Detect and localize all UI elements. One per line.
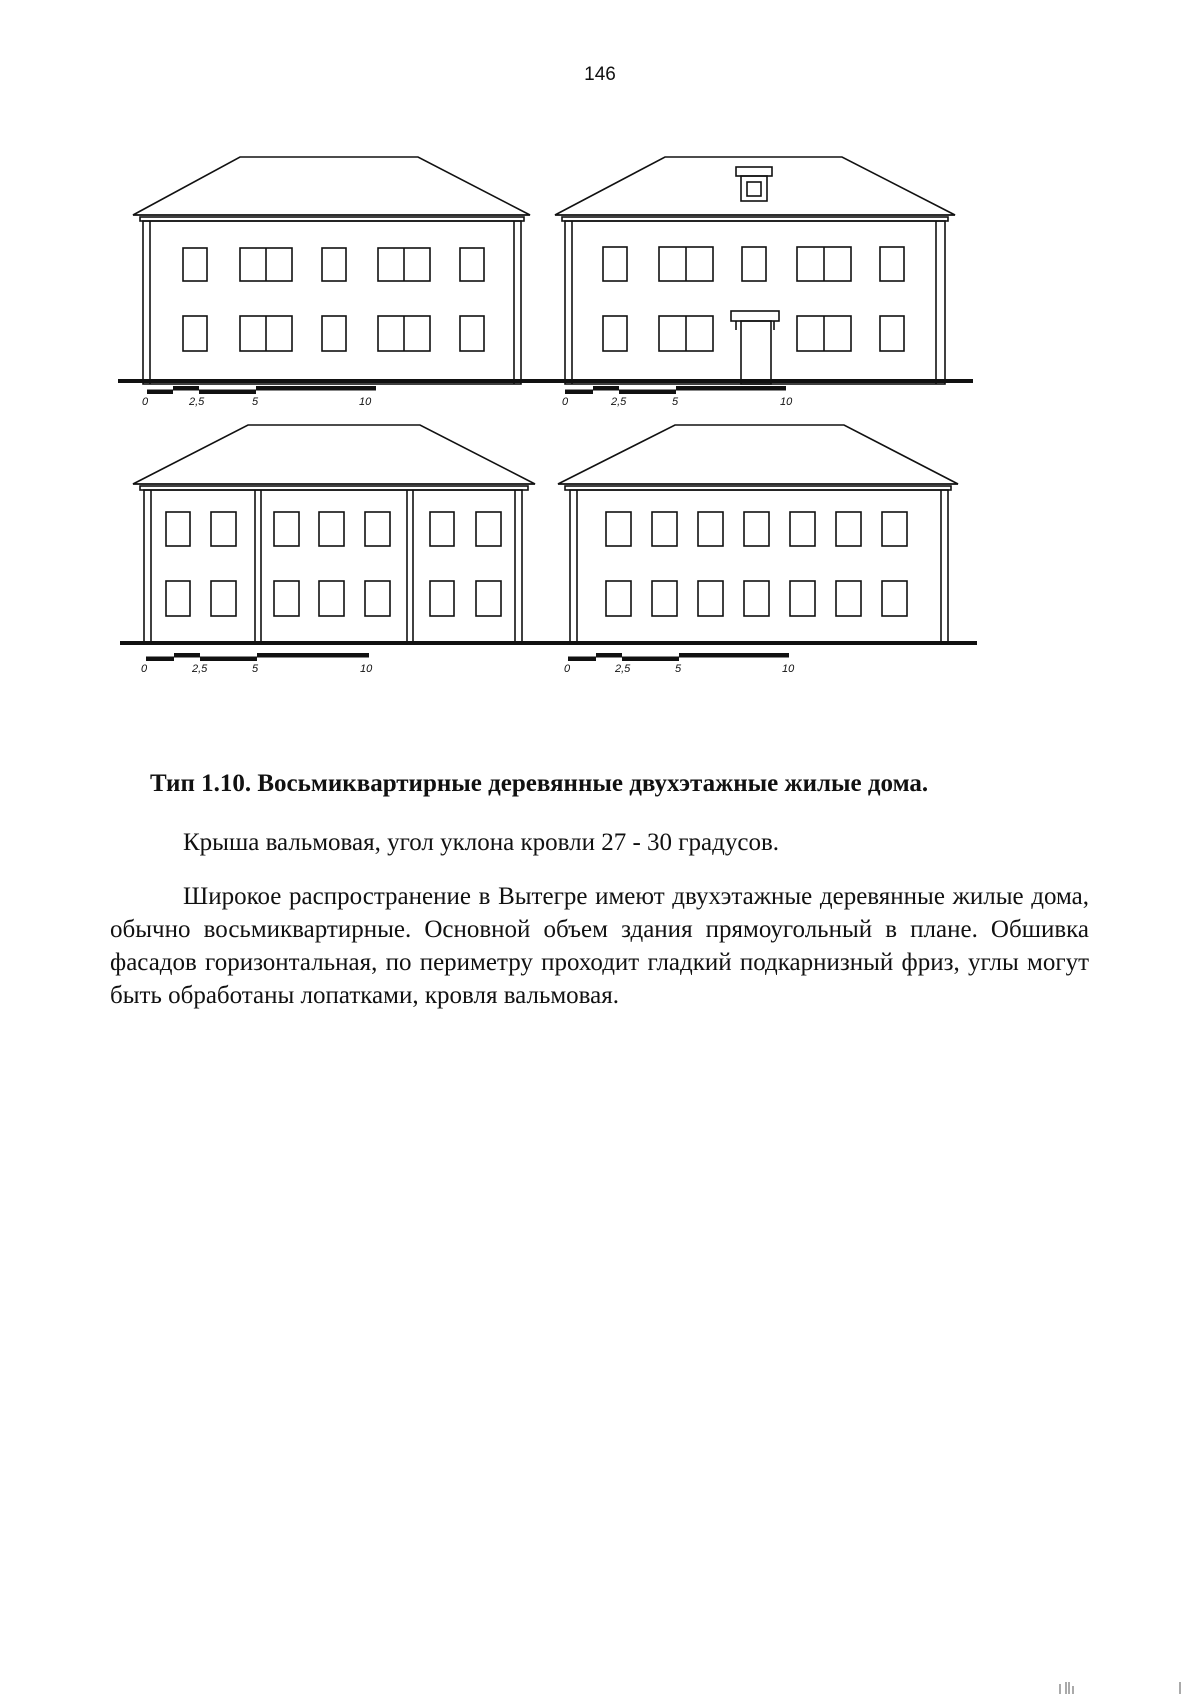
building-body — [570, 490, 948, 643]
scale-label: 0 — [564, 663, 571, 675]
windows-upper — [603, 247, 904, 281]
scale-label: 2,5 — [611, 396, 627, 408]
facade-drawings — [100, 150, 1080, 740]
scale-label: 5 — [252, 663, 259, 675]
facade-drawing-3 — [120, 425, 548, 661]
entrance-canopy — [731, 311, 779, 384]
scale-label: 10 — [359, 396, 372, 408]
scale-label: 2,5 — [189, 396, 205, 408]
scale-label: 0 — [142, 396, 149, 408]
scale-label: 0 — [562, 396, 569, 408]
scale-bar — [146, 653, 369, 661]
building-body — [143, 221, 521, 384]
scan-artifact — [1040, 1682, 1190, 1694]
scale-bar — [565, 386, 786, 394]
facade-drawing-1 — [118, 157, 550, 394]
dormer-window — [736, 167, 772, 201]
scale-label: 5 — [252, 396, 259, 408]
page-number: 146 — [584, 64, 616, 85]
figure-caption: Тип 1.10. Восьмиквартирные деревянные двухэтажные жилые дома. — [150, 770, 929, 797]
scale-label: 5 — [675, 663, 682, 675]
windows-lower — [606, 581, 907, 616]
scale-label: 10 — [782, 663, 795, 675]
windows-lower — [183, 316, 484, 351]
scale-label: 10 — [780, 396, 793, 408]
scale-label: 5 — [672, 396, 679, 408]
scale-label: 0 — [141, 663, 148, 675]
paragraph-roof: Крыша вальмовая, угол уклона кровли 27 - 30 градусов. — [183, 829, 780, 856]
facade-drawing-4 — [544, 425, 977, 661]
scale-label: 2,5 — [192, 663, 208, 675]
building-body — [565, 221, 945, 384]
paragraph-description: Широкое распространение в Вытегре имеют двухэтажные деревянные жилые дома, обычно восьмиквартирные. Основной объем здания прямоугольный в плане. Обшивка фасадов горизонтальная, по периметру проходит гладкий подкарнизный фриз, углы могут быть обработаны лопатками, кровля вальмовая. — [110, 883, 1089, 1009]
scale-label: 10 — [360, 663, 373, 675]
windows-upper — [166, 512, 501, 546]
windows-upper — [183, 248, 484, 281]
windows-lower — [166, 581, 501, 616]
scale-bar — [568, 653, 789, 661]
windows-upper — [606, 512, 907, 546]
hip-roof — [133, 425, 535, 490]
scale-label: 2,5 — [615, 663, 631, 675]
facade-drawing-2 — [540, 157, 973, 394]
scale-bar — [147, 386, 376, 394]
building-body — [144, 490, 522, 643]
hip-roof — [558, 425, 958, 490]
hip-roof — [133, 157, 530, 221]
